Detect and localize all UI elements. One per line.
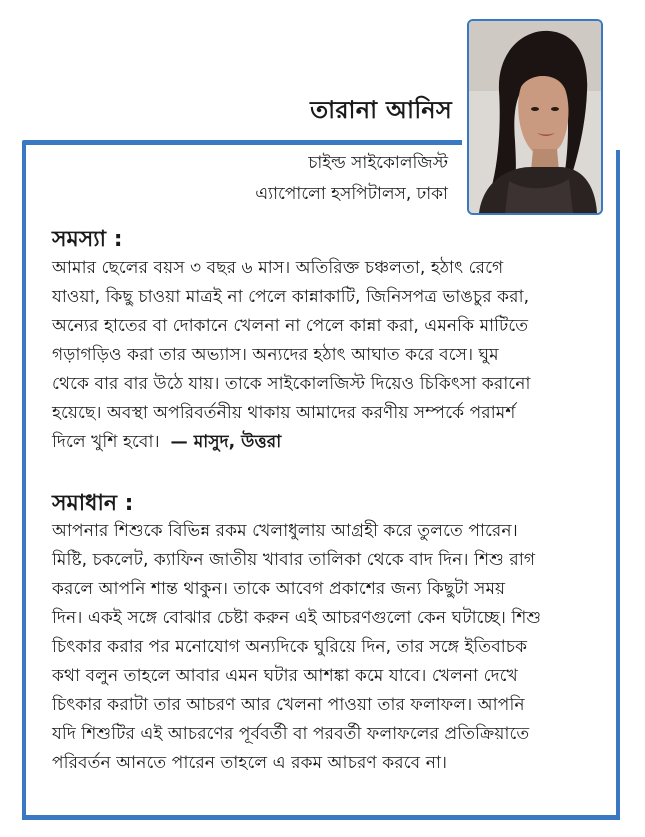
solution-line: মিষ্টি, চকলেট, ক্যাফিন জাতীয় খাবার তালিকা থেকে বাদ দিন। শিশু রাগ — [52, 550, 536, 570]
solution-line: কথা বলুন তাহলে আবার এমন ঘটার আশঙ্কা কমে যাবে। খেলনা দেখে — [52, 666, 518, 686]
problem-line: গড়াগড়িও করা তার অভ্যাস। অন্যদের হঠাৎ আঘাত করে বসে। ঘুম — [52, 345, 499, 365]
solution-paragraph — [52, 517, 612, 778]
solution-line: করলে আপনি শান্ত থাকুন। তাকে আবেগ প্রকাশের জন্য কিছুটা সময় — [52, 579, 506, 599]
problem-line: আমার ছেলের বয়স ৩ বছর ৬ মাস। অতিরিক্ত চঞ্চলতা, হঠাৎ রেগে — [52, 258, 504, 278]
problem-heading: সমস্যা : — [52, 227, 123, 252]
solution-line: পরিবর্তন আনতে পারেন তাহলে এ রকম আচরণ করবে না। — [52, 753, 448, 773]
letter-signature: — মাসুদ, উত্তরা — [170, 432, 282, 452]
problem-closing-text: দিলে খুশি হবো। — [52, 432, 160, 452]
author-hospital: এ্যাপোলো হসপিটালস, ঢাকা — [255, 184, 448, 204]
solution-line: আপনার শিশুকে বিভিন্ন রকম খেলাধুলায় আগ্রহী করে তুলতে পারেন। — [52, 521, 518, 541]
problem-line: যাওয়া, কিছু চাওয়া মাত্রই না পেলে কান্নাকাটি, জিনিসপত্র ভাঙচুর করা, — [52, 287, 530, 307]
solution-line: যদি শিশুটির এই আচরণের পূর্ববর্তী বা পরবর্তী ফলাফলের প্রতিক্রিয়াতে — [52, 724, 530, 744]
author-name: তারানা আনিস — [310, 96, 452, 124]
problem-line: অন্যের হাতের বা দোকানে খেলনা না পেলে কান্না করা, এমনকি মাটিতে — [52, 316, 529, 336]
problem-paragraph — [52, 254, 612, 457]
author-role: চাইল্ড সাইকোলজিস্ট — [308, 153, 448, 173]
author-portrait — [469, 21, 601, 213]
solution-line: চিৎকার করার পর মনোযোগ অন্যদিকে ঘুরিয়ে দিন, তার সঙ্গে ইতিবাচক — [52, 637, 528, 657]
problem-last-line — [52, 428, 612, 457]
solution-heading: সমাধান : — [52, 491, 134, 516]
problem-line: থেকে বার বার উঠে যায়। তাকে সাইকোলজিস্ট দিয়েও চিকিৎসা করানো — [52, 374, 531, 394]
solution-line: দিন। একই সঙ্গে বোঝার চেষ্টা করুন এই আচরণগুলো কেন ঘটাচ্ছে। শিশু — [52, 608, 542, 628]
author-photo — [467, 19, 603, 215]
solution-line: চিৎকার করাটা তার আচরণ আর খেলনা পাওয়া তার ফলাফল। আপনি — [52, 695, 525, 715]
problem-line: হয়েছে। অবস্থা অপরিবর্তনীয় থাকায় আমাদের করণীয় সম্পর্কে পরামর্শ — [52, 403, 516, 423]
